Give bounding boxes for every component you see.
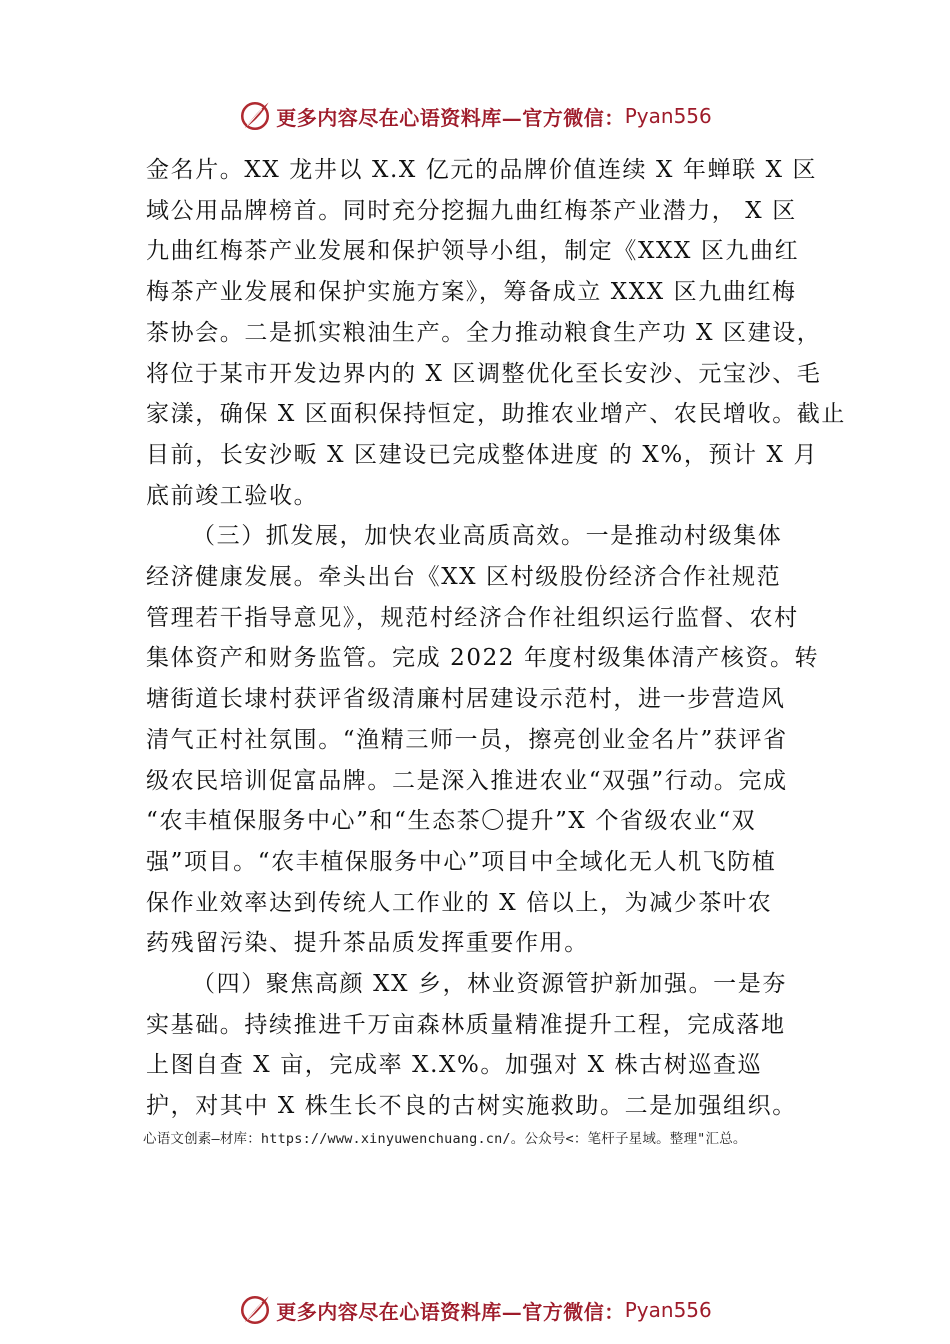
text-line: 目前，长安沙畈 X 区建设已完成整体进度 的 X%，预计 X 月 (146, 441, 819, 468)
footer-banner (0, 1290, 950, 1330)
text-line: 集体资产和财务监管。完成 2022 年度村级集体清产核资。转 (146, 645, 820, 672)
text-line: 梅茶产业发展和保护实施方案》，筹备成立 XXX 区九曲红梅 (146, 279, 797, 306)
text-line: 九曲红梅茶产业发展和保护领导小组，制定《XXX 区九曲红 (146, 238, 800, 265)
text-line: 实基础。持续推进千万亩森林质量精准提升工程，完成落地 (146, 1011, 786, 1038)
text-line: “农丰植保服务中心”和“生态茶〇提升”X 个省级农业“双 (146, 808, 757, 835)
text-line: 级农民培训促富品牌。二是深入推进农业“双强”行动。完成 (146, 767, 788, 794)
text-line: 清气正村社氛围。“渔精三师一员，擦亮创业金名片”获评省 (146, 726, 788, 753)
text-line: 护，对其中 X 株生长不良的古树实施救助。二是加强组织。 (146, 1093, 797, 1120)
text-line: 家漾，确保 X 区面积保持恒定，助推农业增产、农民增收。截止 (146, 401, 846, 428)
text-line: 茶协会。二是抓实粮油生产。全力推动粮食生产功 X 区建设， (146, 319, 822, 346)
text-line: 经济健康发展。牵头出台《XX 区村级股份经济合作社规范 (146, 564, 782, 591)
banner-contact: Pyan556 (624, 1298, 712, 1322)
banner-text: 更多内容尽在心语资料库—官方微信： (276, 1299, 625, 1324)
source-footnote: 心语文创素—材库：https://www.xinyuwenchuang.cn/。公众号<：笔杆子星域。整理"汇总。 (143, 1131, 747, 1147)
text-line: 上图自查 X 亩，完成率 X.X%。加强对 X 株古树巡查巡 (146, 1052, 763, 1079)
text-line: 底前竣工验收。 (146, 482, 319, 509)
text-line: 将位于某市开发边界内的 X 区调整优化至长安沙、元宝沙、毛 (146, 360, 822, 387)
section-heading-line: （四）聚焦高颜 XX 乡，林业资源管护新加强。一是夯 (192, 971, 787, 998)
section-heading-line: （三）抓发展，加快农业高质高效。一是推动村级集体 (192, 523, 783, 550)
banner-contact: Pyan556 (624, 104, 712, 128)
banner-text: 更多内容尽在心语资料库—官方微信： (276, 105, 625, 130)
text-line: 金名片。XX 龙井以 X.X 亿元的品牌价值连续 X 年蝉联 X 区 (146, 157, 818, 183)
text-line: 药残留污染、提升茶品质发挥重要作用。 (146, 930, 589, 957)
text-line: 保作业效率达到传统人工作业的 X 倍以上，为减少茶叶农 (146, 889, 773, 916)
text-line: 域公用品牌榜首。同时充分挖掘九曲红梅茶产业潜力， X 区 (146, 197, 797, 224)
text-line: 塘街道长埭村获评省级清廉村居建设示范村，进一步营造风 (146, 686, 786, 713)
quill-pen-logo-icon (238, 1293, 272, 1327)
text-line: 管理若干指导意见》，规范村经济合作社组织运行监督、农村 (146, 604, 799, 631)
text-line: 强”项目。“农丰植保服务中心”项目中全域化无人机飞防植 (146, 848, 777, 875)
quill-pen-logo-icon (238, 99, 272, 133)
header-banner (0, 96, 950, 136)
document-body (146, 150, 846, 1127)
